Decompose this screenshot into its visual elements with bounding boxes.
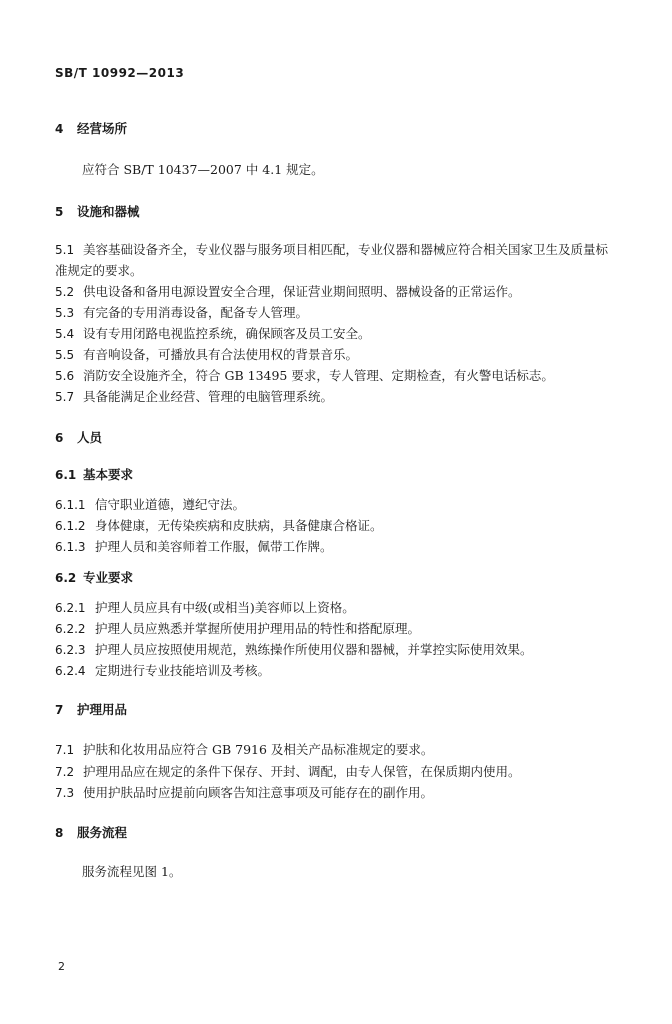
section-6-heading [55, 430, 102, 446]
clause-number: 5.7 [55, 390, 75, 404]
clause-text: 有音响设备，可播放具有合法使用权的背景音乐。 [83, 347, 359, 362]
clause-5-6 [55, 368, 554, 384]
clause-7-3 [55, 785, 433, 801]
section-8-body: 服务流程见图 1。 [82, 864, 182, 879]
section-title: 人员 [77, 430, 103, 445]
section-title: 护理用品 [77, 702, 128, 717]
section-8-heading [55, 825, 127, 841]
clause-text: 定期进行专业技能培训及考核。 [95, 663, 271, 678]
clause-number: 5.3 [55, 306, 75, 320]
subsection-title: 基本要求 [83, 467, 134, 482]
clause-text: 使用护肤品时应提前向顾客告知注意事项及可能存在的副作用。 [83, 785, 434, 800]
clause-5-7 [55, 389, 333, 405]
section-number: 8 [55, 826, 64, 840]
section-title: 经营场所 [77, 121, 128, 136]
clause-text: 美容基础设备齐全，专业仪器与服务项目相匹配，专业仪器和器械应符合相关国家卫生及质量标 [83, 242, 609, 257]
clause-5-2 [55, 284, 521, 300]
clause-number: 6.2.2 [55, 622, 86, 636]
section-number: 5 [55, 205, 64, 219]
clause-text: 有完备的专用消毒设备，配备专人管理。 [83, 305, 309, 320]
clause-text: 消防安全设施齐全，符合 GB 13495 要求，专人管理、定期检查，有火警电话标志。 [83, 368, 554, 383]
clause-number: 6.1.1 [55, 498, 86, 512]
section-4-heading [55, 121, 127, 137]
clause-text: 身体健康，无传染疾病和皮肤病，具备健康合格证。 [95, 518, 383, 533]
clause-text: 护理人员应具有中级(或相当)美容师以上资格。 [95, 600, 355, 615]
subsection-6-1-heading [55, 467, 133, 483]
clause-text: 护肤和化妆用品应符合 GB 7916 及相关产品标准规定的要求。 [83, 742, 434, 757]
clause-number: 5.2 [55, 285, 75, 299]
clause-number: 6.2.3 [55, 643, 86, 657]
subsection-title: 专业要求 [83, 570, 134, 585]
clause-5-4 [55, 326, 371, 342]
page-number: 2 [58, 960, 65, 973]
clause-7-2 [55, 764, 521, 780]
section-7-heading [55, 702, 127, 718]
clause-text: 护理人员和美容师着工作服，佩带工作牌。 [95, 539, 333, 554]
clause-number: 7.2 [55, 765, 75, 779]
section-5-heading [55, 204, 140, 220]
clause-5-3 [55, 305, 308, 321]
clause-text: 设有专用闭路电视监控系统，确保顾客及员工安全。 [83, 326, 371, 341]
clause-number: 7.1 [55, 743, 75, 757]
clause-text: 信守职业道德，遵纪守法。 [95, 497, 246, 512]
subsection-number: 6.1 [55, 468, 77, 482]
clause-7-1 [55, 742, 433, 758]
section-title: 设施和器械 [77, 204, 140, 219]
clause-text: 具备能满足企业经营、管理的电脑管理系统。 [83, 389, 334, 404]
clause-text: 供电设备和备用电源设置安全合理，保证营业期间照明、器械设备的正常运作。 [83, 284, 521, 299]
clause-6-1-3 [55, 539, 333, 555]
clause-number: 5.1 [55, 243, 75, 257]
clause-6-1-2 [55, 518, 383, 534]
section-number: 6 [55, 431, 64, 445]
clause-6-1-1 [55, 497, 245, 513]
clause-6-2-1 [55, 600, 355, 616]
clause-6-2-4 [55, 663, 270, 679]
standard-code: SB/T 10992—2013 [55, 66, 185, 80]
subsection-6-2-heading [55, 570, 133, 586]
clause-5-1 [55, 242, 608, 258]
clause-text: 护理人员应按照使用规范，熟练操作所使用仪器和器械，并掌控实际使用效果。 [95, 642, 533, 657]
clause-number: 7.3 [55, 786, 75, 800]
section-title: 服务流程 [77, 825, 128, 840]
clause-6-2-2 [55, 621, 420, 637]
clause-number: 6.2.4 [55, 664, 86, 678]
section-number: 7 [55, 703, 64, 717]
clause-5-5 [55, 347, 358, 363]
clause-text: 护理人员应熟悉并掌握所使用护理用品的特性和搭配原理。 [95, 621, 421, 636]
section-4-body: 应符合 SB/T 10437—2007 中 4.1 规定。 [82, 162, 324, 177]
subsection-number: 6.2 [55, 571, 77, 585]
clause-number: 5.6 [55, 369, 75, 383]
clause-number: 6.1.2 [55, 519, 86, 533]
clause-5-1-continuation: 准规定的要求。 [55, 263, 143, 278]
section-number: 4 [55, 122, 64, 136]
clause-number: 5.4 [55, 327, 75, 341]
clause-text: 护理用品应在规定的条件下保存、开封、调配，由专人保管，在保质期内使用。 [83, 764, 521, 779]
clause-number: 6.2.1 [55, 601, 86, 615]
clause-number: 5.5 [55, 348, 75, 362]
clause-number: 6.1.3 [55, 540, 86, 554]
clause-6-2-3 [55, 642, 533, 658]
